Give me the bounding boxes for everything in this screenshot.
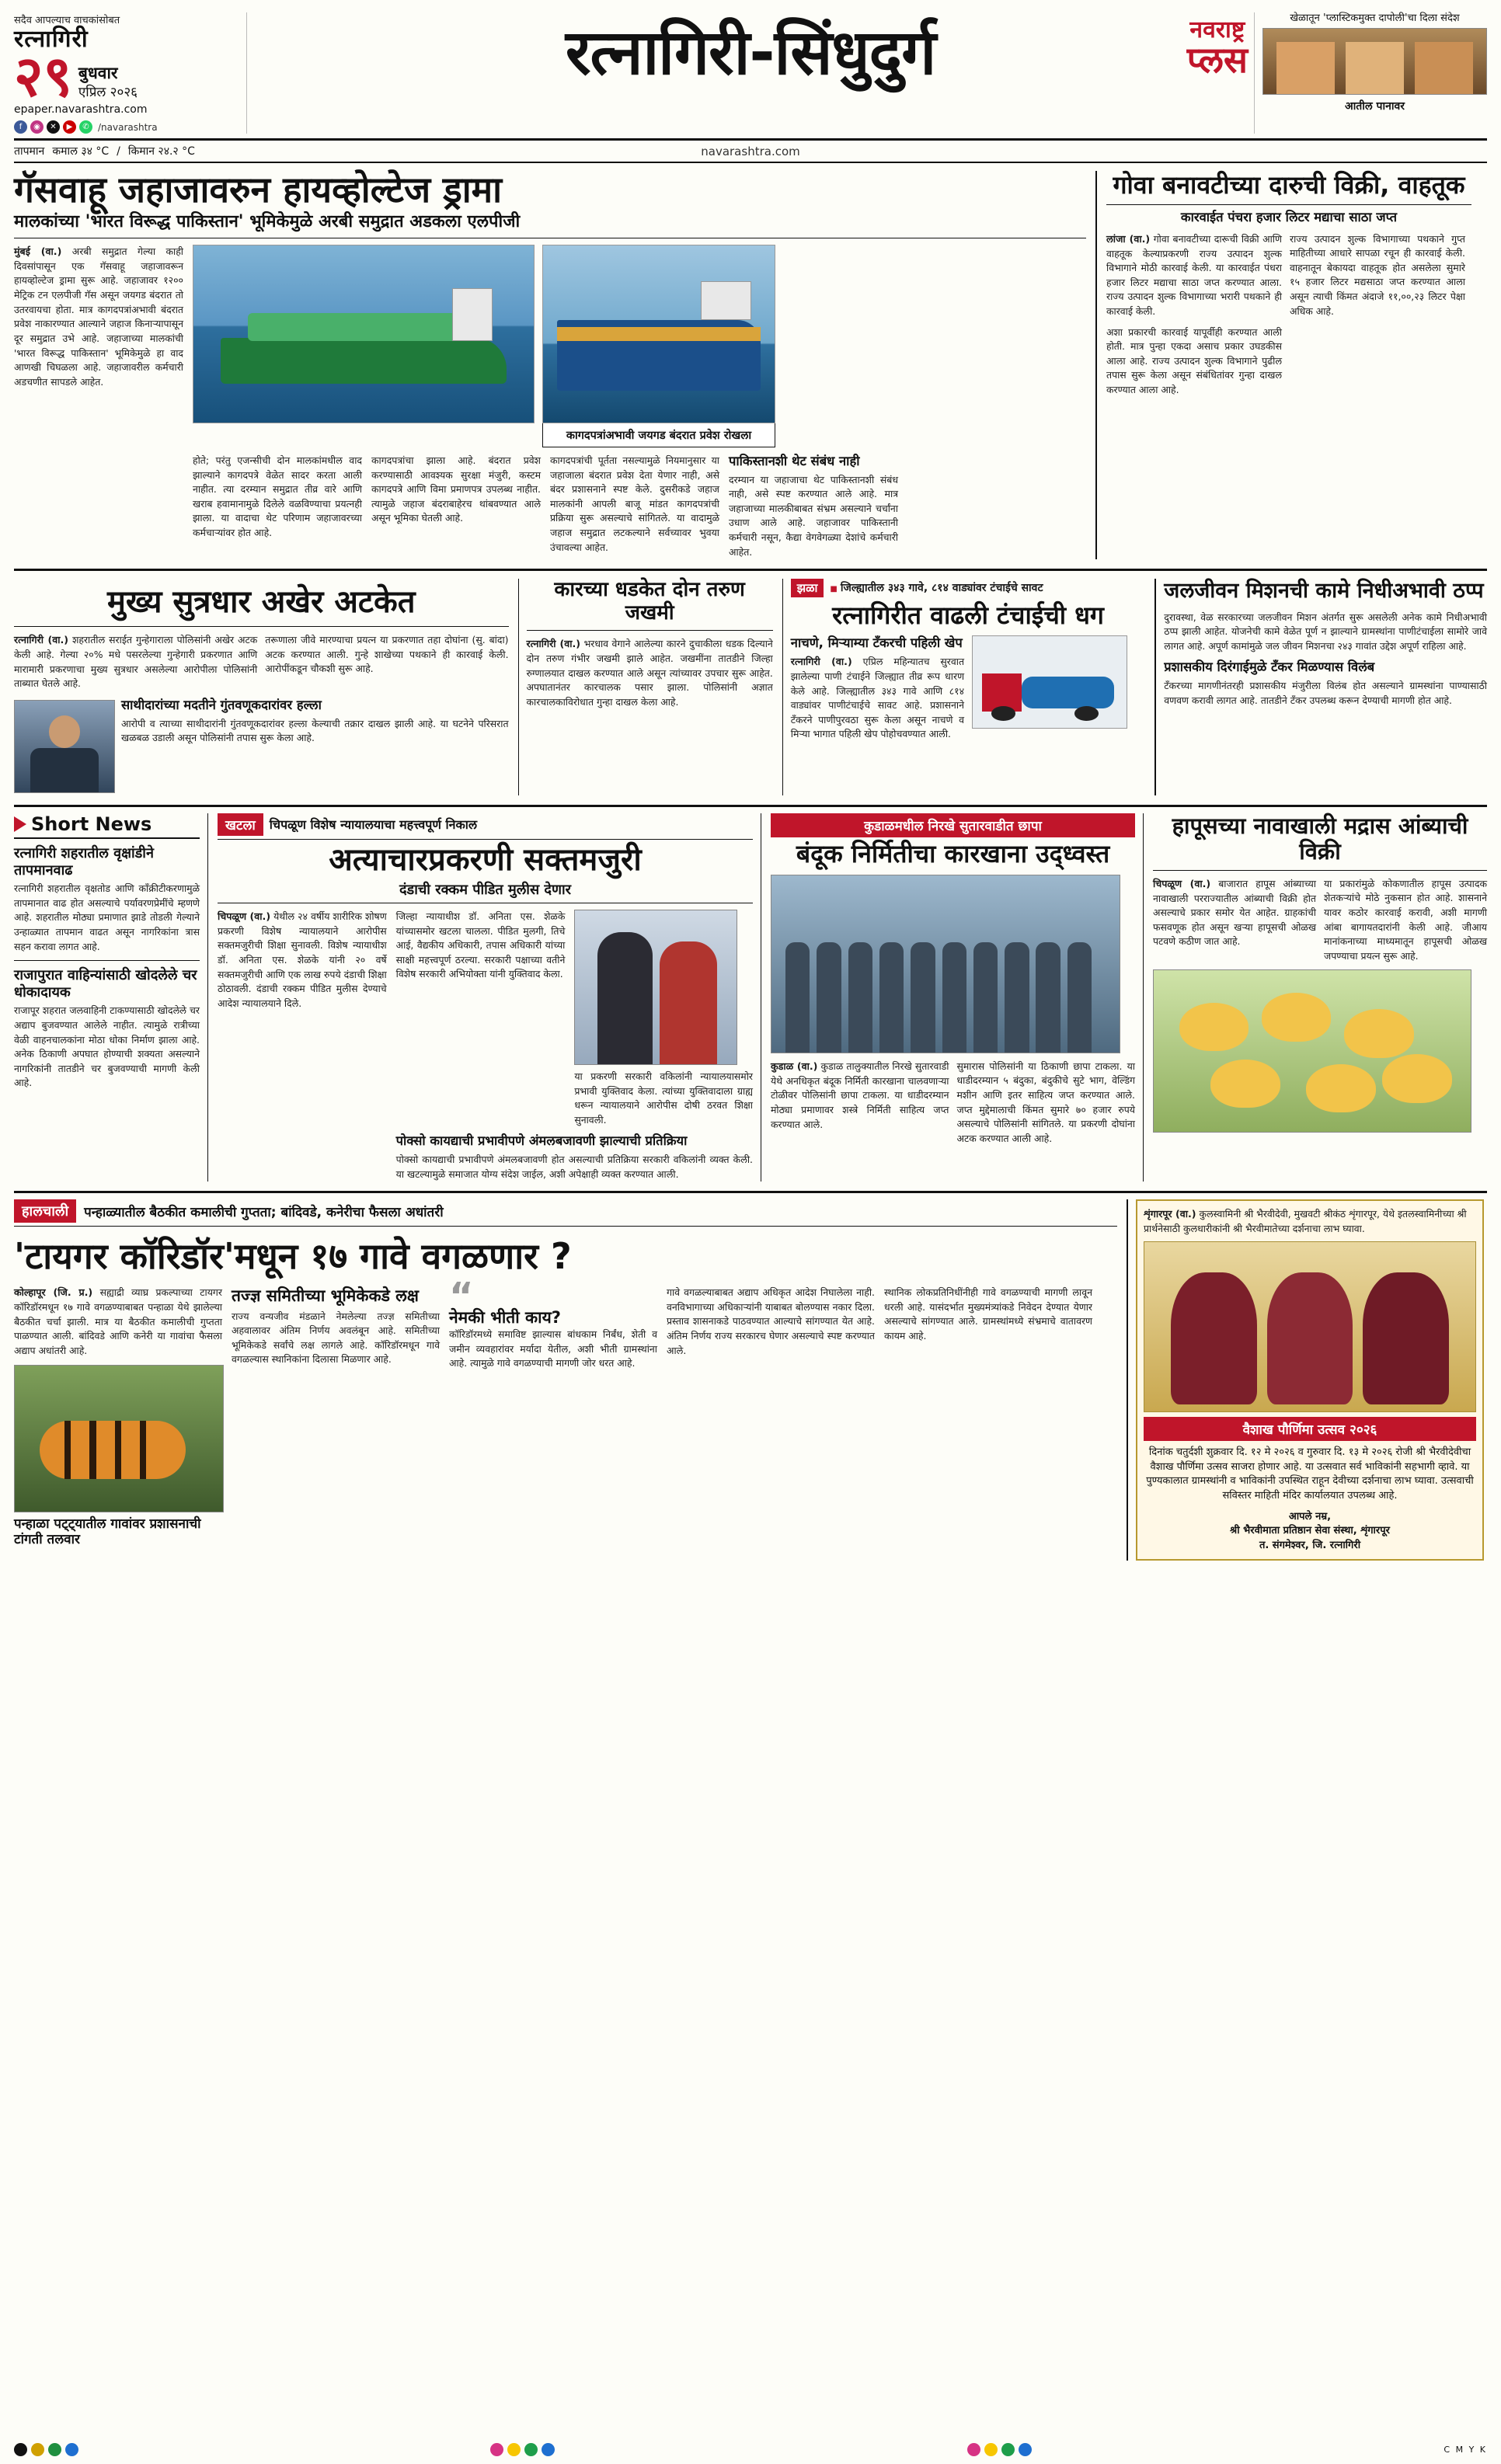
arrow-icon bbox=[14, 816, 26, 832]
scarcity-headline: रत्नागिरीत वाढली टंचाईची धग bbox=[832, 600, 1104, 631]
lead-side-text: दरम्यान या जहाजाचा थेट पाकिस्तानशी संबंध नाही, असे स्पष्ट करण्यात आले आहे. मात्र जहाजाच्या मालकीबाबत संभ्रम असल्याने चर्चांना उधाण आले आहे. जहाजावर पाकिस्तानी कर्मचारी नसून, कैद्या वेगवेगळ्या देशांचे कर्मचारी आहेत. bbox=[729, 473, 898, 558]
ad-intro: कुलस्वामिनी श्री भैरवीदेवी, मुखवटी श्रीकंठ शृंगारपूर, येथे इतलस्वामिनीच्या श्री प्रार्थनेसाठी कुलधारीकांनी श्री भैरवीमातेच्या दर्शनाचा लाभ घ्यावा. bbox=[1144, 1208, 1467, 1235]
page-footer bbox=[14, 2443, 1487, 2456]
tiger-col-1 bbox=[14, 1286, 222, 1547]
registration-dots-right bbox=[967, 2443, 1032, 2456]
quote-icon: “ bbox=[449, 1275, 474, 1319]
court-para-2: जिल्हा न्यायाधीश डॉ. अनिता एस. शेळके यांच्यासमोर खटला चालला. पीडित मुलगी, तिचे आई, वैद्यकीय अधिकारी, तपास अधिकारी यांच्या साक्षी महत्त्वपूर्ण ठरल्या. सरकारी पक्षाच्या वतीने विशेष सरकारी अभियोक्ता यांनी युक्तिवाद केला. bbox=[395, 910, 566, 980]
halchal-bar bbox=[14, 1199, 1117, 1227]
accused-sub-text: आरोपी व त्याच्या साथीदारांनी गुंतवणूकदारांवर हल्ला केल्याची तक्रार दाखल झाली आहे. या घटनेने परिसरात खळबळ उडाली असून पोलिसांनी तपास सुरू केला आहे. bbox=[121, 717, 509, 744]
scarcity-text: एप्रिल महिन्यातच सुरवात झालेल्या पाणी टंचाईने जिल्ह्यात तीव्र रूप धारण केले आहे. जिल्ह्यातील ३४३ गावे आणि ८१४ वाड्यांवर पाणीटंचाईचे सावट आहे. प्रशासनाने टँकरने पाणीपुरवठा सुरू केला असून नाचणे व मिर्‍या भागात पहिली खेप पोहोचवण्यात आली. bbox=[790, 656, 965, 740]
mango-para-2: या प्रकारांमुळे कोकणातील हापूस उत्पादक शेतकऱ्यांचे मोठे नुकसान होत आहे. शासनाने यावर कठोर कारवाई करावी, अशी मागणी आंबा बागायतदारांनी केली आहे. जीआय मानांकनाच्या माध्यमातून हापूसची ओळख जपण्याचा प्रयत्न सुरू आहे. bbox=[1324, 877, 1487, 962]
short-news-header bbox=[14, 813, 200, 839]
accident-headline: कारच्या धडकेत दोन तरुण जखमी bbox=[527, 579, 773, 631]
jaljeevan-headline: जलजीवन मिशनची कामे निधीअभावी ठप्प bbox=[1164, 579, 1484, 604]
jaljeevan-sub-text: टँकरच्या मागणीनंतरही प्रशासकीय मंजुरीला विलंब होत असल्याने ग्रामस्थांना पाण्यासाठी वणवण करावी लागत आहे. तातडीने टँकर उपलब्ध करून देण्याची मागणी होत आहे. bbox=[1164, 680, 1487, 706]
scarcity-dateline: रत्नागिरी (वा.) bbox=[790, 656, 852, 668]
tiger-question-text: कॉरिडॉरमध्ये समाविष्ट झाल्यास बांधकाम निर्बंध, शेती व जमीन व्यवहारांवर मर्यादा येतील, अशी भीती ग्रामस्थांना आहे. त्यामुळे गावे वगळण्याची मागणी जोर धरत आहे. bbox=[449, 1328, 657, 1369]
court-tag: खटला bbox=[218, 813, 263, 836]
ad-sign-2: श्री भैरवीमाता प्रतिष्ठान सेवा संस्था, शृंगारपूर bbox=[1230, 1525, 1390, 1537]
whatsapp-icon[interactable]: ✆ bbox=[79, 120, 92, 134]
jaljeevan-text: दुरावस्था, वेळ सरकारच्या जलजीवन मिशन अंतर्गत सुरू असलेली अनेक कामे निधीअभावी ठप्प झाली आहेत. योजनेची कामे वेळेत पूर्ण न झाल्याने ग्रामस्थांना पाणीटंचाईला सामोरे जावे लागत आहे. अपूर्ण कामांमुळे जल जीवन मिशनचा २४३ गावांत उद्देश अपूर्ण राहिला आहे. bbox=[1164, 611, 1487, 652]
court-col-1 bbox=[218, 910, 387, 1127]
weather-label: तापमान bbox=[14, 145, 45, 158]
scarcity-subhead: नाचणे, मिर्‍याम्या टँकरची पहिली खेप bbox=[790, 635, 963, 651]
court-kicker: चिपळूण विशेष न्यायालयाचा महत्त्वपूर्ण निकाल bbox=[269, 817, 478, 833]
tiger-columns bbox=[14, 1275, 1117, 1547]
accident-text: भरधाव वेगाने आलेल्या कारने दुचाकीला धडक दिल्याने दोन तरुण गंभीर जखमी झाले आहेत. जखमींना तातडीने जिल्हा रुग्णालयात दाखल करण्यात आले असून त्यांच्यावर उपचार सुरू आहेत. अपघातानंतर कारचालक पसार झाला. पोलिसांनी अज्ञात कारचालकाविरोधात गुन्हा दाखल केला आहे. bbox=[526, 638, 773, 708]
goa-para-3: अशा प्रकारची कारवाई यापूर्वीही करण्यात आली होती. मात्र पुन्हा एकदा असाच प्रकार उघडकीस आला आहे. राज्य उत्पादन शुल्क विभागाने पुढील तपास सुरू केला असून संबंधितांवर गुन्हा दाखल करण्यात आला आहे. bbox=[1106, 325, 1282, 395]
promo-more-label[interactable]: आतील पानावर bbox=[1344, 100, 1405, 113]
tiger-para-2: राज्य वन्यजीव मंडळाने नेमलेल्या तज्ज्ञ समितीच्या अहवालावर अंतिम निर्णय अवलंबून आहे. समितीच्या भूमिकेकडे सर्वांचे लक्ष लागले आहे. कॉरिडॉरमधून गावे वगळल्यास स्थानिकांना दिलासा मिळणार आहे. bbox=[232, 1310, 440, 1366]
brand-logo-line1: नवराष्ट्र bbox=[1189, 16, 1245, 44]
cmyk-label: C M Y K bbox=[1444, 2445, 1487, 2455]
date-weekday: बुधवार bbox=[78, 64, 118, 83]
short-news-column bbox=[14, 813, 208, 1182]
court-note: या प्रकरणी सरकारी वकिलांनी न्यायालयासमोर प्रभावी युक्तिवाद केला. त्यांच्या युक्तिवादाला ग्राह्य धरून न्यायालयाने आरोपीस दोषी ठरवत शिक्षा सुनावली. bbox=[574, 1070, 753, 1126]
ad-deity-image bbox=[1144, 1241, 1476, 1412]
jaljeevan-story bbox=[1154, 579, 1487, 795]
masthead-left bbox=[14, 12, 247, 134]
instagram-icon[interactable]: ◉ bbox=[30, 120, 44, 134]
car-accident-story bbox=[518, 579, 773, 795]
tiger-para-1: सह्याद्री व्याघ्र प्रकल्पाच्या टायगर कॉरिडॉरमधून १७ गावे वगळण्याबाबत पन्हाळा येथे झालेल्या बैठकीत चर्चा झाली. मात्र या बैठकीत कमालीची गुप्तता पाळण्यात आली. बांदिवडे आणि कनेरी या गावांचा फैसला अद्याप अधांतरी आहे. bbox=[14, 1286, 222, 1356]
court-sub-head: पोक्सो कायद्याची प्रभावीपणे अंमलबजावणी झाल्याची प्रतिक्रिया bbox=[395, 1133, 688, 1149]
lead-photo-green-ship bbox=[193, 245, 535, 423]
short-news-item-2[interactable] bbox=[14, 967, 200, 1091]
tiger-col2-head: तज्ज्ञ समितीच्या भूमिकेकडे लक्ष bbox=[232, 1286, 419, 1306]
accident-dateline: रत्नागिरी (वा.) bbox=[526, 638, 581, 650]
gun-col-2 bbox=[957, 1060, 1136, 1147]
social-links[interactable] bbox=[14, 120, 239, 134]
newspaper-title: रत्नागिरी-सिंधुदुर्ग bbox=[565, 16, 936, 89]
masthead bbox=[14, 12, 1487, 141]
website-url[interactable]: navarashtra.com bbox=[701, 144, 800, 158]
mango-story bbox=[1153, 813, 1487, 1182]
tiger-photo-caption: पन्हाळा पट्ट्यातील गावांवर प्रशासनाची टांगती तलवार bbox=[14, 1516, 201, 1547]
lead-para-1: अरबी समुद्रात गेल्या काही दिवसांपासून एक गॅसवाहू जहाजावरून हायव्होल्टेज ड्रामा सुरू आहे. जहाजावर १२०० मेट्रिक टन एलपीजी गॅस असून जयगड बंदरात तो उतरवायचा होता. मात्र कागदपत्रांअभावी बंदरात प्रवेश नाकारण्यात आल्याने जहाज किनाऱ्यापासून दूर समुद्रात उभे आहे. जहाजाच्या मालकांची 'भारत विरूद्ध पाकिस्तान' भूमिकेमुळे हा वाद आणखी चिघळला आहे. जहाजावरील कर्मचारी अडचणीत सापडले आहेत. bbox=[14, 245, 183, 388]
ad-sign-3: त. संगमेश्वर, जि. रत्नागिरी bbox=[1259, 1539, 1361, 1551]
goa-columns bbox=[1106, 232, 1471, 398]
tiger-photo bbox=[14, 1365, 224, 1512]
date-month-year: एप्रिल २०२६ bbox=[78, 85, 138, 101]
ad-banner: वैशाख पौर्णिमा उत्सव २०२६ bbox=[1144, 1417, 1476, 1441]
short-news-text-2: राजापूर शहरात जलवाहिनी टाकण्यासाठी खोदलेले चर अद्याप बुजवण्यात आलेले नाहीत. त्यामुळे रात्रीच्या वेळी वाहनचालकांना मोठा धोका निर्माण झाला आहे. अनेक ठिकाणी अपघात होण्याची शक्यता असल्याने नागरिकांनी तातडीने चर बुजवण्याची मागणी केली आहे. bbox=[14, 1004, 200, 1089]
goa-para-1: गोवा बनावटीच्या दारूची विक्री आणि वाहतूक केल्याप्रकरणी राज्य उत्पादन शुल्क विभागाने मोठी कारवाई केली. या कारवाईत पंधरा हजार लिटर मद्याचा साठा जप्त करण्यात आला. राज्य उत्पादन शुल्क विभागाच्या भरारी पथकाने ही कारवाई केली. bbox=[1106, 232, 1282, 317]
edition-city: रत्नागिरी bbox=[14, 26, 89, 53]
tiger-corridor-story bbox=[14, 1199, 1117, 1560]
tiger-para-4: गावे वगळल्याबाबत अद्याप अधिकृत आदेश निघालेला नाही. वनविभागाच्या अधिकाऱ्यांनी याबाबत बोलण्यास नकार दिला. प्रस्ताव शासनाकडे पाठवण्यात आल्याचे सांगण्यात येत आहे. अंतिम निर्णय राज्य सरकारच घेणार असल्याचे स्पष्ट करण्यात आले. bbox=[667, 1286, 875, 1356]
lead-side-head: पाकिस्तानशी थेट संबंध नाही bbox=[729, 453, 860, 468]
court-dateline: चिपळूण (वा.) bbox=[218, 910, 271, 922]
scarcity-tag: झळा bbox=[791, 579, 824, 597]
mango-headline: हापूसच्या नावाखाली मद्रास आंब्याची विक्री bbox=[1153, 813, 1487, 871]
court-kicker-bar bbox=[218, 813, 753, 840]
gun-col-1 bbox=[771, 1060, 949, 1147]
goa-headline: गोवा बनावटीच्या दारुची विक्री, वाहतूक bbox=[1106, 171, 1471, 205]
lead-subhead: मालकांच्या 'भारत विरूद्ध पाकिस्तान' भूमिकेमुळे अरबी समुद्रात अडकला एलपीजी bbox=[14, 211, 1086, 238]
tiger-col-3 bbox=[449, 1275, 657, 1547]
tiger-question-head: नेमकी भीती काय? bbox=[449, 1308, 561, 1328]
short-news-head-1: रत्नागिरी शहरातील वृक्षांडीने तापमानवाढ bbox=[14, 844, 154, 879]
goa-subhead: कारवाईत पंचरा हजार लिटर मद्याचा साठा जप्त bbox=[1180, 209, 1398, 224]
scarcity-col-1 bbox=[791, 635, 964, 742]
halchal-kicker: पन्हाळ्यातील बैठकीत कमालीची गुप्तता; बांदिवडे, कनेरीचा फैसला अधांतरी bbox=[84, 1204, 444, 1220]
weather-max: कमाल ३४ °C bbox=[52, 145, 110, 158]
short-news-item-1[interactable] bbox=[14, 845, 200, 954]
mango-col-2 bbox=[1324, 877, 1487, 964]
ad-sign-1: आपले नम्र, bbox=[1288, 1511, 1332, 1523]
water-tanker-photo bbox=[972, 635, 1127, 729]
gun-kicker: कुडाळमधील निरखे सुतारवाडीत छापा bbox=[771, 813, 1135, 837]
ad-dateline: शृंगारपूर (वा.) bbox=[1144, 1208, 1196, 1220]
second-band bbox=[14, 569, 1487, 795]
weather-bar bbox=[14, 141, 1487, 163]
water-scarcity-story bbox=[782, 579, 1146, 795]
ad-box[interactable] bbox=[1136, 1199, 1484, 1560]
lead-columns bbox=[14, 245, 1086, 559]
goa-col-2 bbox=[1290, 232, 1465, 398]
brand-logo-line2: प्लस bbox=[1186, 39, 1248, 81]
lead-photos bbox=[193, 245, 907, 559]
gun-para-1: कुडाळ तालुक्यातील निरखे सुतारवाडी येथे अनधिकृत बंदूक निर्मिती कारखाना चालवणाऱ्या टोळीवर पोलिसांनी छापा टाकला. या धाडीदरम्यान मोठ्या प्रमाणावर शस्त्रे निर्मिती साहित्य जप्त करण्यात आले. bbox=[771, 1060, 949, 1130]
accused-dateline: रत्नागिरी (वा.) bbox=[14, 634, 69, 646]
court-sub-section bbox=[396, 1133, 753, 1182]
registration-dots-left bbox=[14, 2443, 78, 2456]
court-photo-col bbox=[574, 910, 753, 1127]
short-news-head-2: राजापुरात वाहिन्यांसाठी खोदलेले चर धोकादायक bbox=[14, 967, 197, 1001]
x-icon[interactable]: ✕ bbox=[47, 120, 60, 134]
lead-story-section bbox=[14, 171, 1487, 559]
scarcity-kicker: ■ जिल्ह्यातील ३४३ गावे, ८१४ वाड्यांवर टंचाईचे सावट bbox=[830, 580, 1043, 597]
gun-headline: बंदूक निर्मितीचा कारखाना उद्ध्वस्त bbox=[796, 838, 1110, 868]
accused-para-1: शहरातील सराईत गुन्हेगाराला पोलिसांनी अखेर अटक केली आहे. गेल्या २०% मधे पसरलेल्या गुन्हेगारी प्रकरणात आणि मारामारी प्रकरणाचा मुख्य सुत्रधार असलेल्या आरोपीला पोलिसांनी ताब्यात घेतले आहे. bbox=[14, 634, 258, 690]
court-para-1: येथील २४ वर्षीय शारीरिक शोषण प्रकरणी विशेष न्यायालयाने आरोपीस सक्तमजुरीची शिक्षा सुनावली. विशेष न्यायाधीश डॉ. अनिता एस. शेळके यांनी २० वर्षे सक्तमजुरीची आणि एक लाख रुपये दंडाची शिक्षा ठोठावली. दंडाची रक्कम पीडित मुलीस देण्याचे आदेश न्यायालयाने दिले. bbox=[218, 910, 387, 1009]
masthead-tagline: सदैव आपल्याच वाचकांसोबत bbox=[14, 15, 120, 26]
accused-sub-head: साथीदारांच्या मदतीने गुंतवणूकदारांवर हल्ला bbox=[121, 697, 322, 712]
lead-photo-caption: कागदपत्रांअभावी जयगड बंदरात प्रवेश रोखला bbox=[542, 423, 775, 447]
masthead-center bbox=[247, 12, 1254, 134]
halchal-tag: हालचाली bbox=[14, 1199, 76, 1223]
goa-dateline: लांजा (वा.) bbox=[1106, 232, 1151, 245]
lead-photo-blue-ship bbox=[542, 245, 775, 423]
tiger-col-5 bbox=[884, 1286, 1092, 1547]
gun-para-2: सुमारास पोलिसांनी या ठिकाणी छापा टाकला. या धाडीदरम्यान ५ बंदुका, बंदुकीचे सुटे भाग, वेल्डिंग मशीन आणि इतर साहित्य जप्त करण्यात आले. जप्त मुद्देमालाची किंमत सुमारे ७० हजार रुपये असल्याचे पोलिसांनी सांगितले. या प्रकरणी दोघांना अटक करण्यात आली आहे. bbox=[956, 1060, 1135, 1144]
tiger-dateline: कोल्हापूर (जि. प्र.) bbox=[14, 1286, 93, 1299]
lead-para-2: होते; परंतु एजन्सीची दोन मालकांमधील वाद झाल्याने कागदपत्रे वेळेत सादर करता आली नाहीत. त्या दरम्यान समुद्रात तीव्र वारे आणि खराब हवामानामुळे दिलेले वळविण्याचा प्रयत्नही झाला. या वादाचा थेट परिणाम जहाजावरच्या कर्मचाऱ्यांवर होत आहे. bbox=[193, 454, 362, 539]
mango-para-1: बाजारात हापूस आंब्याच्या नावाखाली परराज्यातील आंब्याची विक्री होत असल्याचे प्रकार समोर येत आहेत. ग्राहकांची फसवणूक होत असून खऱ्या हापूसची ओळख पटवणे कठीण जात आहे. bbox=[1153, 877, 1316, 948]
youtube-icon[interactable]: ▶ bbox=[63, 120, 76, 134]
goa-liquor-story bbox=[1095, 171, 1471, 559]
accused-para-2: तरूणाला जीवे मारण्याचा प्रयत्न या प्रकरणात तहा दोघांना (सु. बांदा) अटक करण्यात आली. गुन्हे शाखेच्या पथकाने ही कारवाई केली. आरोपींकडून चौकशी सुरू आहे. bbox=[265, 634, 509, 675]
goa-col-1 bbox=[1106, 232, 1282, 398]
gun-raid-photo bbox=[771, 875, 1120, 1053]
promo-caption: खेळातून 'प्लास्टिकमुक्त दापोली'चा दिला संदेश bbox=[1290, 12, 1460, 24]
mango-photo bbox=[1153, 969, 1471, 1133]
lead-col-1 bbox=[14, 245, 183, 559]
scarcity-photo-col bbox=[972, 635, 1145, 742]
ad-body: दिनांक चतुर्दशी शुक्रवार दि. १२ मे २०२६ व गुरुवार दि. १३ मे २०२६ रोजी श्री भैरवीदेवीचा वैशाख पौर्णिमा उत्सव साजरा होणार आहे. या उत्सवात सर्व भाविकांनी सहभागी व्हावे. या पुण्यकालात ग्रामस्थांनी व भाविकांनी उपस्थित राहून देवीच्या दर्शनाचा लाभ घ्यावा. उत्सवाची सविस्तर माहिती मंदिर कार्यालयात उपलब्ध आहे. bbox=[1146, 1446, 1474, 1502]
lead-headline: गॅसवाहू जहाजावरुन हायव्होल्टेज ड्रामा bbox=[14, 169, 503, 211]
jaljeevan-sub-head: प्रशासकीय दिरंगाईमुळे टँकर मिळण्यास विलंब bbox=[1164, 660, 1375, 675]
tiger-col-4 bbox=[667, 1286, 875, 1547]
promo-thumbnail bbox=[1262, 28, 1487, 95]
accused-headline: मुख्य सुत्रधार अखेर अटकेत bbox=[14, 579, 509, 627]
advertisement bbox=[1127, 1199, 1484, 1560]
lead-para-4: कागदपत्रांची पूर्तता नसल्यामुळे नियमानुसार या जहाजाला बंदरात प्रवेश देता येणार नाही, असे बंदर प्रशासनाने स्पष्ट केले. दुसरीकडे जहाज मालकांनी आपली बाजू मांडत कागदपत्रांची प्रक्रिया सुरू असल्याचे सांगितले. या वादामुळे जहाज समुद्रात लटकल्याने सर्वच्यावर भुवया उंचावल्या आहेत. bbox=[550, 454, 719, 553]
accused-portrait-photo bbox=[14, 700, 115, 793]
court-subhead: दंडाची रक्कम पीडित मुलीस देणार bbox=[218, 880, 753, 903]
date-row bbox=[14, 44, 239, 109]
social-handle: /navarashtra bbox=[98, 121, 158, 133]
court-headline: अत्याचारप्रकरणी सक्तमजुरी bbox=[329, 841, 642, 878]
weather-min: किमान २४.२ °C bbox=[127, 145, 195, 158]
court-col-2 bbox=[396, 910, 566, 1127]
court-sub-text: पोक्सो कायद्याची प्रभावीपणे अंमलबजावणी होत असल्याची प्रतिक्रिया सरकारी वकिलांनी व्यक्त केली. या खटल्यामुळे समाजात योग्य संदेश जाईल, अशी अपेक्षाही व्यक्त करण्यात आली. bbox=[395, 1154, 753, 1180]
fourth-band bbox=[14, 1191, 1487, 1560]
facebook-icon[interactable]: f bbox=[14, 120, 27, 134]
date-day-number: २९ bbox=[14, 44, 72, 109]
masthead-promo[interactable] bbox=[1254, 12, 1487, 134]
weather-left: तापमान कमाल ३४ °C / किमान २४.२ °C bbox=[14, 144, 195, 158]
lead-story bbox=[14, 171, 1086, 559]
lead-side-box bbox=[729, 454, 898, 559]
accused-col-2 bbox=[265, 633, 508, 691]
lead-para-3: कागदपत्रांचा झाला आहे. बंदरात प्रवेश करण्यासाठी आवश्यक सुरक्षा मंजुरी, कस्टम कागदपत्रे आणि विमा प्रमाणपत्र उपलब्ध नाहीत. त्यामुळे जहाज बंदराबाहेरच थांबवण्यात आले असून भूमिका घेतली आहे. bbox=[371, 454, 541, 524]
tiger-para-5: स्थानिक लोकप्रतिनिधींनीही गावे वगळण्याची मागणी लावून धरली आहे. यासंदर्भात मुख्यमंत्र्यांकडे निवेदन देण्यात येणार असल्याचे सांगण्यात आले. ग्रामस्थांमध्ये संभ्रमाचे वातावरण कायम आहे. bbox=[884, 1286, 1092, 1342]
tiger-col-2 bbox=[232, 1286, 440, 1547]
gun-place: कुडाळ bbox=[771, 1060, 794, 1072]
short-news-title: Short News bbox=[31, 813, 152, 835]
accused-col-1 bbox=[14, 633, 257, 691]
gun-dateline: (वा.) bbox=[796, 1060, 818, 1072]
mango-dateline: चिपळूण (वा.) bbox=[1153, 877, 1211, 889]
mango-col-1 bbox=[1153, 877, 1316, 964]
court-illustration bbox=[574, 910, 737, 1065]
registration-dots-mid bbox=[490, 2443, 555, 2456]
court-case-story bbox=[218, 813, 761, 1182]
goa-para-2: राज्य उत्पादन शुल्क विभागाच्या पथकाने गुप्त माहितीच्या आधारे सापळा रचून ही कारवाई केली. वाहनातून बेकायदा वाहतूक होत असलेला सुमारे १५ हजार लिटर मद्यसाठा जप्त करण्यात आला असून त्याची किंमत अंदाजे ११,००,२३ लिटर पेक्षा अधिक आहे. bbox=[1290, 232, 1465, 317]
lead-dateline: मुंबई (वा.) bbox=[14, 245, 62, 257]
tiger-headline: 'टायगर कॉरिडॉर'मधून १७ गावे वगळणार ? bbox=[14, 1235, 572, 1278]
third-band bbox=[14, 805, 1487, 1182]
gun-factory-story bbox=[771, 813, 1144, 1182]
short-news-text-1: रत्नागिरी शहरातील वृक्षतोड आणि काँक्रीटीकरणामुळे तापमानात वाढ होत असल्याचे पर्यावरणप्रेमींचे म्हणणे आहे. शहरातील मोठ्या प्रमाणात झाडे तोडली गेल्याने उन्हाळ्यात तापमान वाढत असून नागरिकांना त्रास सहन करावा लागत आहे. bbox=[14, 882, 200, 952]
epaper-url[interactable]: epaper.navarashtra.com bbox=[14, 103, 148, 117]
brand-logo bbox=[1186, 16, 1248, 81]
main-accused-story bbox=[14, 579, 509, 795]
